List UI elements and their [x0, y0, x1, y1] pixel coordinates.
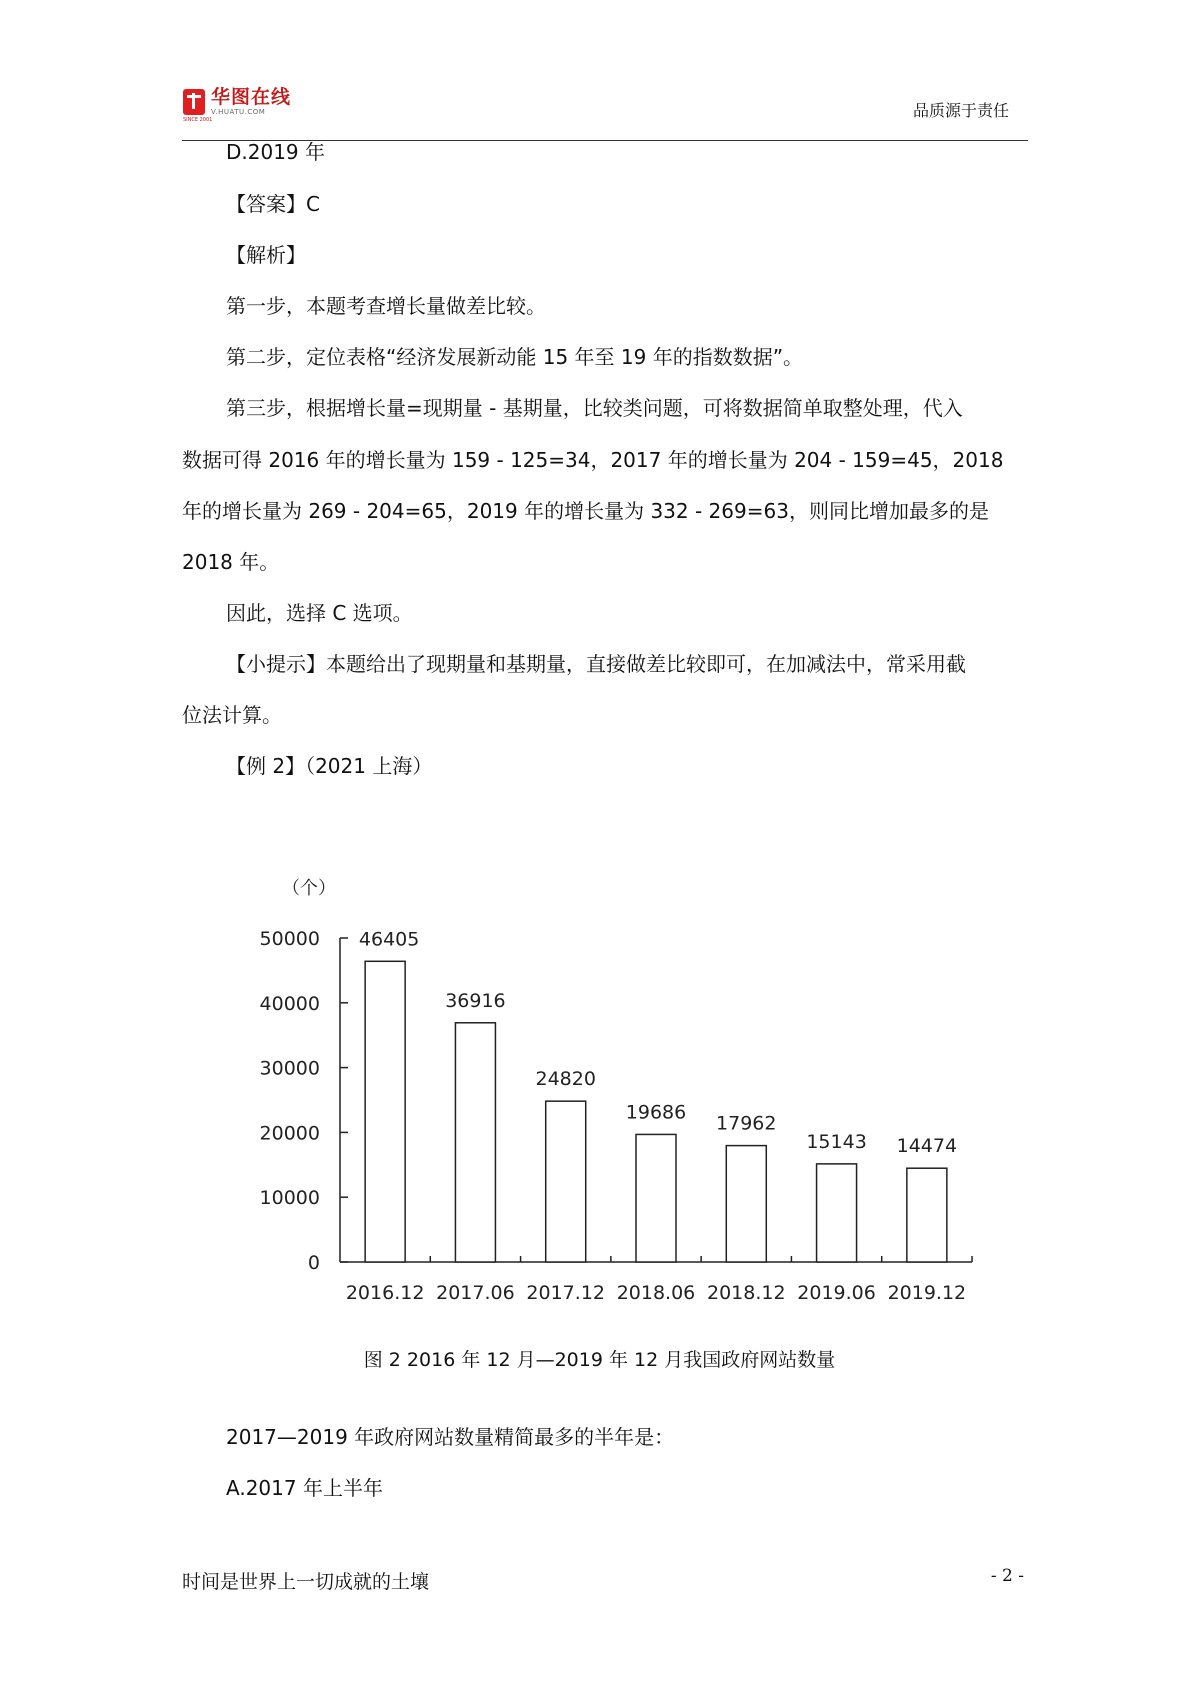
- y-tick-label: 10000: [259, 1187, 320, 1210]
- example-title: 【例 2】（2021 上海）: [226, 754, 433, 778]
- x-tick-label: 2019.12: [887, 1282, 967, 1304]
- option-a: A.2017 年上半年: [226, 1476, 383, 1500]
- y-tick-label: 40000: [259, 992, 320, 1015]
- answer-line: 【答案】C: [226, 192, 320, 216]
- value-label: 15143: [806, 1130, 867, 1153]
- question: 2017—2019 年政府网站数量精简最多的半年是：: [226, 1425, 675, 1449]
- x-tick-labels: [346, 1256, 972, 1304]
- y-ticks: [260, 928, 348, 1274]
- step-3-line-4: 2018 年。: [182, 550, 280, 574]
- bar-2019.12: [907, 1168, 947, 1262]
- website-count-bar-chart: [240, 870, 980, 1310]
- logo-url: V.HUATU.COM: [211, 108, 266, 116]
- step-1: 第一步，本题考查增长量做差比较。: [226, 294, 546, 318]
- logo-name: 华图在线: [211, 86, 292, 108]
- value-labels: [359, 928, 957, 1157]
- header-slogan: 品质源于责任: [912, 101, 1009, 120]
- x-tick-label: 2017.06: [436, 1282, 515, 1304]
- tip-line-2: 位法计算。: [182, 703, 282, 727]
- y-unit-label: （个）: [282, 878, 336, 899]
- logo-mark-icon: [183, 89, 205, 115]
- x-tick-label: 2019.06: [797, 1282, 876, 1304]
- x-tick-label: 2018.12: [706, 1282, 786, 1304]
- x-tick-label: 2016.12: [345, 1282, 425, 1304]
- value-label: 24820: [535, 1068, 596, 1091]
- y-tick-label: 50000: [259, 928, 320, 950]
- value-label: 36916: [445, 989, 506, 1012]
- bar-2017.06: [455, 1023, 495, 1262]
- value-label: 14474: [896, 1135, 958, 1158]
- footer-motto: 时间是世界上一切成就的土壤: [182, 1571, 430, 1593]
- logo-since: SINCE 2001: [183, 117, 213, 123]
- value-label: 46405: [358, 928, 420, 951]
- bar-2017.12: [546, 1101, 586, 1262]
- step-2: 第二步，定位表格“经济发展新动能 15 年至 19 年的指数数据”。: [226, 345, 804, 369]
- x-tick-label: 2017.12: [526, 1282, 606, 1304]
- conclusion: 因此，选择 C 选项。: [226, 601, 413, 625]
- bar-2019.06: [817, 1164, 857, 1262]
- y-tick-label: 30000: [259, 1057, 320, 1080]
- value-label: 17962: [716, 1112, 777, 1135]
- step-3-line-3: 年的增长量为 269 - 204=65，2019 年的增长量为 332 - 269=63，则同比增加最多的是: [182, 499, 989, 523]
- step-3-line-2: 数据可得 2016 年的增长量为 159 - 125=34，2017 年的增长量为 204 - 159=45，2018: [182, 448, 1004, 472]
- value-label: 19686: [625, 1101, 687, 1124]
- y-tick-label: 0: [307, 1252, 320, 1274]
- analysis-title: 【解析】: [226, 243, 306, 267]
- x-tick-label: 2018.06: [616, 1282, 696, 1304]
- option-d: D.2019 年: [226, 140, 326, 164]
- bar-2018.12: [726, 1146, 766, 1262]
- y-tick-label: 20000: [259, 1122, 320, 1145]
- step-3-line-1: 第三步，根据增长量=现期量 - 基期量，比较类问题，可将数据简单取整处理，代入: [226, 396, 963, 420]
- bar-2016.12: [365, 961, 405, 1262]
- page-number: - 2 -: [990, 1566, 1024, 1586]
- tip-line-1: 【小提示】本题给出了现期量和基期量，直接做差比较即可，在加减法中，常采用截: [226, 652, 966, 676]
- brand-logo: [183, 86, 292, 123]
- chart-caption: 图 2 2016 年 12 月—2019 年 12 月我国政府网站数量: [363, 1349, 836, 1371]
- bar-2018.06: [636, 1134, 676, 1262]
